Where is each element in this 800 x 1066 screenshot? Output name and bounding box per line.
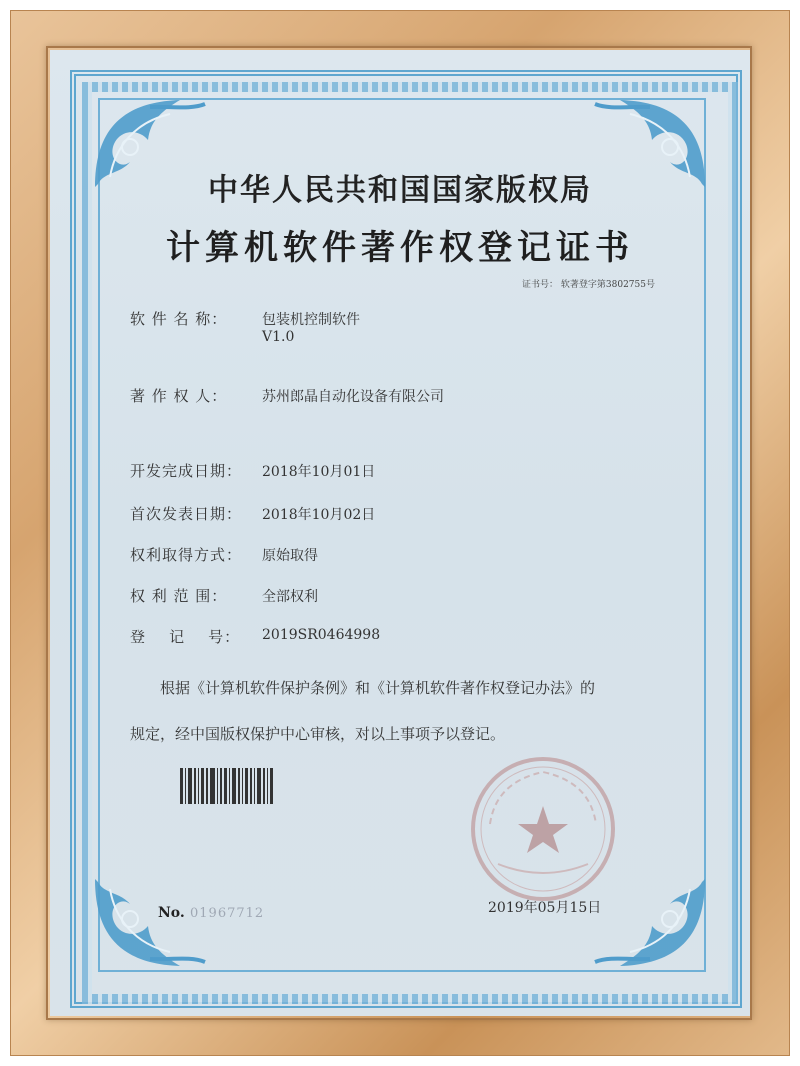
rights-scope-value: 全部权利 (262, 589, 318, 605)
publication-date-label: 首次发表日期： (130, 505, 243, 523)
copyright-owner-value: 苏州郎晶自动化设备有限公司 (262, 389, 444, 405)
statement-line-1: 根据《计算机软件保护条例》和《计算机软件著作权登记办法》的 (160, 679, 596, 697)
publication-date-value: 2018年10月02日 (262, 507, 376, 523)
serial-label: No. (158, 905, 185, 921)
registration-number-value: 2019SR0464998 (262, 627, 381, 643)
certificate-paper (50, 50, 750, 1016)
certificate-number-label: 证书号： (522, 280, 559, 290)
completion-date-value: 2018年10月01日 (262, 464, 376, 480)
serial-number: 01967712 (190, 906, 265, 921)
corner-ornament-icon (90, 874, 210, 974)
acquisition-method-label: 权利取得方式： (130, 546, 243, 564)
copyright-owner-label: 著 作 权 人： (130, 387, 228, 405)
rights-scope-label: 权 利 范 围： (130, 587, 228, 605)
registration-number-label: 登 记 号： (130, 628, 241, 646)
certificate-number-value: 软著登字第3802755号 (560, 280, 655, 290)
acquisition-method-value: 原始取得 (262, 548, 318, 564)
barcode (180, 768, 285, 804)
completion-date-label: 开发完成日期： (130, 462, 243, 480)
issuer-title: 中华人民共和国国家版权局 (208, 173, 592, 208)
certificate-number (522, 277, 655, 290)
issue-date: 2019年05月15日 (488, 900, 602, 916)
software-version-value: V1.0 (262, 329, 295, 345)
software-name-value: 包装机控制软件 (262, 312, 360, 328)
official-seal-icon (468, 754, 618, 904)
statement-line-2: 规定，经中国版权保护中心审核，对以上事项予以登记。 (130, 725, 506, 743)
software-name-label: 软 件 名 称： (130, 310, 228, 328)
certificate-title: 计算机软件著作权登记证书 (166, 228, 634, 268)
